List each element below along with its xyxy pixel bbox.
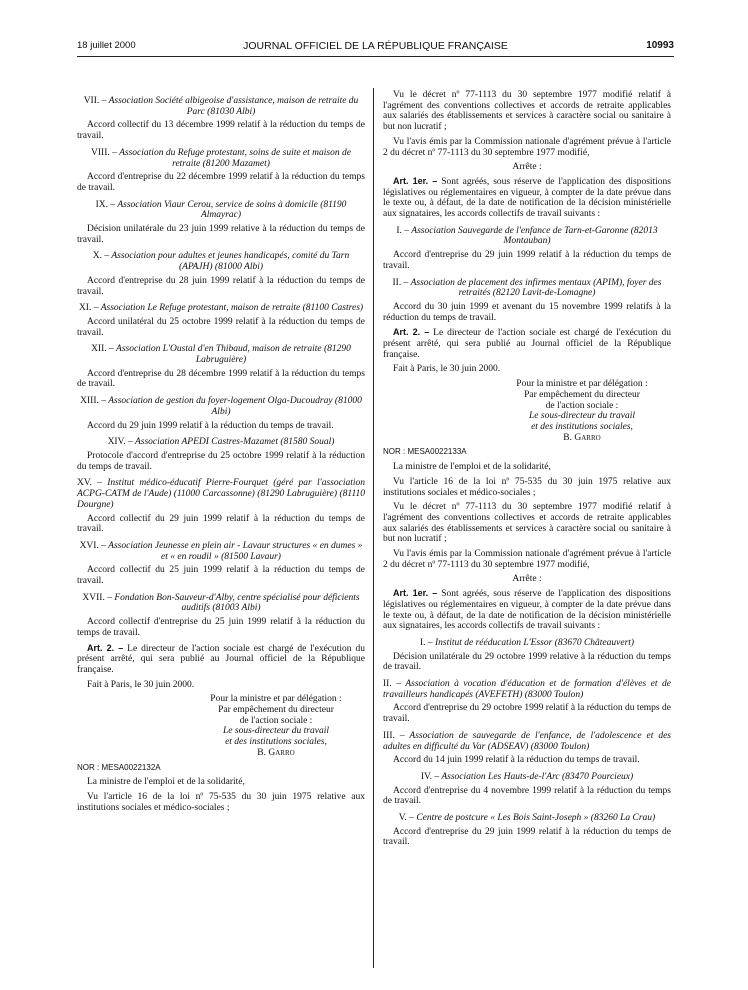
page-header [77,40,674,56]
signature-title: et des institutions sociales, [531,421,633,432]
section-title [383,278,671,299]
section-title [77,303,365,314]
section-number: XI. – [78,303,99,314]
section-number: III. – [383,730,405,741]
section-title [383,226,671,247]
paragraph: Vu l'article 16 de la loi nº 75-535 du 30 juin 1975 relative aux institutions sociales et médico-sociales ; [77,791,365,813]
paragraph: La ministre de l'emploi et de la solidarité, [393,462,551,473]
section-number: VII. – [83,96,107,106]
section-title-text: Association Sauvegarde de l'enfance de Tarn-et-Garonne (82013 Montauban) [411,225,658,247]
section-number: II. – [383,679,401,690]
paragraph: Accord d'entreprise du 29 juin 1999 relatif à la réduction du temps de travail. [383,826,671,848]
section-title-text: Association Jeunesse en plein air - Lavaur structures « en dumes » et « en roudil » (81500 Lavaur) [108,540,363,562]
section-title-text: Institut médico-éducatif Pierre-Fourquet (géré par l'association ACPG-CATM de l'Aude) (11000 Carcassonne) (81290 Labruguière) (81110 Dourgne) [77,478,365,510]
arrete-heading: Arrête : [512,574,542,585]
paragraph: Accord d'entreprise du 22 décembre 1999 relatif à la réduction du temps de travail. [77,172,365,193]
section-number: IX. – [95,199,116,210]
section-number: XIV. – [107,437,133,448]
section-title-text: Association du Refuge protestant, soins de suite et maison de retraite (81200 Mazamet) [119,147,351,169]
section-title [77,541,365,562]
section-title [383,679,671,700]
article-text: Le directeur de l'action sociale est chargé de l'exécution du présent arrêté, qui sera publié au Journal officiel de la République française. [383,328,671,360]
page-number: 10993 [646,40,674,51]
section-title [77,251,365,272]
paragraph: Accord collectif d'entreprise du 25 juin 1999 relatif à la réduction du temps de travail. [77,617,365,638]
signature-block [493,379,671,443]
paragraph: Accord d'entreprise du 4 novembre 1999 relatif à la réduction du temps de travail. [383,785,671,807]
section-title [383,813,671,824]
section-number: XV. – [77,478,102,489]
section-title-text: Association Le Refuge protestant, maison de retraite (81100 Castres) [100,303,364,314]
signature-line: de l'action sociale : [545,400,619,411]
paragraph: Accord d'entreprise du 28 décembre 1999 relatif à la réduction du temps de travail. [77,368,365,390]
article-text: Sont agréés, sous réserve de l'application des dispositions législatives ou réglementaires en vigueur, à compter de la date prévue dans le texte ou, à défaut, de la date de notification de la décision ministérielle aux signataires, les accords collectifs de travail suivants : [383,176,672,220]
signature-title: Le sous-directeur du travail [529,411,635,422]
left-column [77,90,365,817]
paragraph: Accord d'entreprise du 29 juin 1999 relatif à la réduction du temps de travail. [383,250,671,271]
article-paragraph [77,643,365,676]
signature-title: et des institutions sociales, [225,737,327,748]
section-number: IV. – [420,771,440,782]
header-rule [77,56,674,57]
paragraph: Accord du 14 juin 1999 relatif à la réduction du temps de travail. [393,755,640,766]
paragraph: Accord d'entreprise du 29 octobre 1999 relatif à la réduction du temps de travail. [383,703,671,725]
arrete-heading: Arrête : [512,162,542,173]
section-number: V. – [398,813,414,824]
paragraph: La ministre de l'emploi et de la solidarité, [87,777,245,788]
section-title [77,396,365,417]
paragraph: Vu l'article 16 de la loi nº 75-535 du 30 juin 1975 relative aux institutions sociales et médico-sociales ; [383,476,671,498]
paragraph: Fait à Paris, le 30 juin 2000. [87,679,195,690]
paragraph: Décision unilatérale du 23 juin 1999 relative à la réduction du temps de travail. [77,224,365,245]
section-title-text: Association L'Oustal d'en Thibaud, maison de retraite (81290 Labruguière) [116,344,351,366]
article-paragraph [383,176,671,220]
article-paragraph [383,327,671,360]
paragraph: Vu l'avis émis par la Commission nationale d'agrément prévue à l'article 2 du décret nº 77-1113 du 30 septembre 1977 modifié, [383,136,671,158]
section-title [77,148,365,169]
issue-date: 18 juillet 2000 [77,40,136,51]
section-title-text: Institut de rééducation L'Essor (83670 Châteauvert) [434,637,635,648]
journal-title: JOURNAL OFFICIEL DE LA RÉPUBLIQUE FRANÇAISE [243,40,508,52]
section-number: XVI. – [79,540,106,551]
section-title [77,96,365,117]
section-number: I. – [419,637,433,648]
paragraph: Accord collectif du 25 juin 1999 relatif à la réduction du temps de travail. [77,565,365,587]
section-title-text: Association de placement des infirmes mentaux (APIM), foyer des retraités (82120 Lavit-de-Lomagne) [410,277,662,299]
section-title [77,344,365,365]
section-title [383,772,671,783]
right-column [383,90,671,852]
section-title-text: Association Société albigeoise d'assistance, maison de retraite du Parc (81030 Albi) [108,96,359,117]
paragraph: Accord du 30 juin 1999 et avenant du 15 novembre 1999 relatifs à la réduction du temps de travail. [383,301,671,323]
section-title-text: Association à vocation d'éducation et de formation d'élèves et de travailleurs handicapés (AVEFETH) (83000 Toulon) [383,679,671,700]
section-title [383,638,671,649]
article-text: Sont agréés, sous réserve de l'application des dispositions législatives ou réglementaires en vigueur, à compter de la date prévue dans le texte ou, à défaut, de la date de notification de la décision ministérielle aux signataires, les accords collectifs de travail suivants : [383,589,672,632]
section-title-text: Association de gestion du foyer-logement Olga-Ducoudray (81000 Albi) [108,396,362,417]
section-number: XVII. – [82,592,112,603]
paragraph: Fait à Paris, le 30 juin 2000. [393,364,501,375]
article-label: Art. 2. – [393,327,430,338]
section-number: XII. – [91,344,114,355]
section-title [383,731,671,752]
paragraph: Accord d'entreprise du 28 juin 1999 relatif à la réduction du temps de travail. [77,275,365,297]
signature-line: de l'action sociale : [239,715,313,726]
article-text: Le directeur de l'action sociale est chargé de l'exécution du présent arrêté, qui sera publié au Journal officiel de la République française. [77,643,365,675]
article-paragraph [383,588,671,632]
section-number: II. – [392,277,409,288]
section-title-text: Association de sauvegarde de l'enfance, de l'adolescence et des adultes en difficulté du Var (ADSEAV) (83000 Toulon) [383,730,671,752]
signature-line: Pour la ministre et par délégation : [210,694,342,705]
section-title [77,437,365,448]
article-label: Art. 1er. – [393,175,438,186]
signature-line: Pour la ministre et par délégation : [516,379,648,390]
section-title-text: Centre de postcure « Les Bois Saint-Joseph » (83260 La Crau) [416,813,656,824]
signatory-name: B. Garro [257,747,295,758]
nor-reference: NOR : MESA0022132A [77,762,161,772]
signature-line: Par empêchement du directeur [524,389,640,400]
section-number: VIII. – [91,147,117,158]
nor-reference: NOR : MESA0022133A [383,447,467,457]
section-title-text: Association Viaur Cerou, service de soins à domicile (81190 Almayrac) [117,199,347,221]
paragraph: Accord du 29 juin 1999 relatif à la réduction du temps de travail. [87,420,334,431]
signatory-name: B. Garro [563,432,601,443]
section-title [77,200,365,221]
article-label: Art. 2. – [87,642,124,653]
section-title [77,478,365,510]
section-number: I. – [396,225,410,236]
section-title-text: Association APEDI Castres-Mazamet (81580 Soual) [134,437,335,448]
paragraph: Vu le décret nº 77-1113 du 30 septembre 1977 modifié relatif à l'agrément des conventions collectives et accords de retraite applicables aux salariés des établissements et services à caractère social ou sanitaire à but non lucratif ; [383,90,671,133]
paragraph: Décision unilatérale du 29 octobre 1999 relative à la réduction du temps de travail. [383,651,671,673]
section-title-text: Association pour adultes et jeunes handicapés, comité du Tarn (APAJH) (81000 Albi) [111,251,350,273]
signature-block [187,694,365,758]
paragraph: Vu l'avis émis par la Commission nationale d'agrément prévue à l'article 2 du décret nº 77-1113 du 30 septembre 1977 modifié, [383,549,671,570]
section-title-text: Association Les Hauts-de-l'Arc (83470 Pourcieux) [441,771,634,782]
section-number: XIII. – [80,396,106,407]
section-number: X. – [92,251,110,262]
signature-title: Le sous-directeur du travail [223,726,329,737]
paragraph: Accord collectif du 13 décembre 1999 relatif à la réduction du temps de travail. [77,120,365,142]
paragraph: Accord unilatéral du 25 octobre 1999 relatif à la réduction du temps de travail. [77,316,365,338]
signature-line: Par empêchement du directeur [218,705,334,716]
article-label: Art. 1er. – [393,588,438,599]
column-divider [373,88,374,968]
paragraph: Protocole d'accord d'entreprise du 25 octobre 1999 relatif à la réduction du temps de travail. [77,450,365,472]
paragraph: Vu le décret nº 77-1113 du 30 septembre 1977 modifié relatif à l'agrément des conventions collectives et accords de retraite applicables aux salariés des établissements et services à caractère social ou sanitaire à but non lucratif ; [383,502,671,545]
section-title [77,593,365,614]
section-title-text: Fondation Bon-Sauveur-d'Alby, centre spécialisé pour déficients auditifs (81003 Albi) [114,592,360,614]
paragraph: Accord collectif du 29 juin 1999 relatif à la réduction du temps de travail. [77,513,365,535]
